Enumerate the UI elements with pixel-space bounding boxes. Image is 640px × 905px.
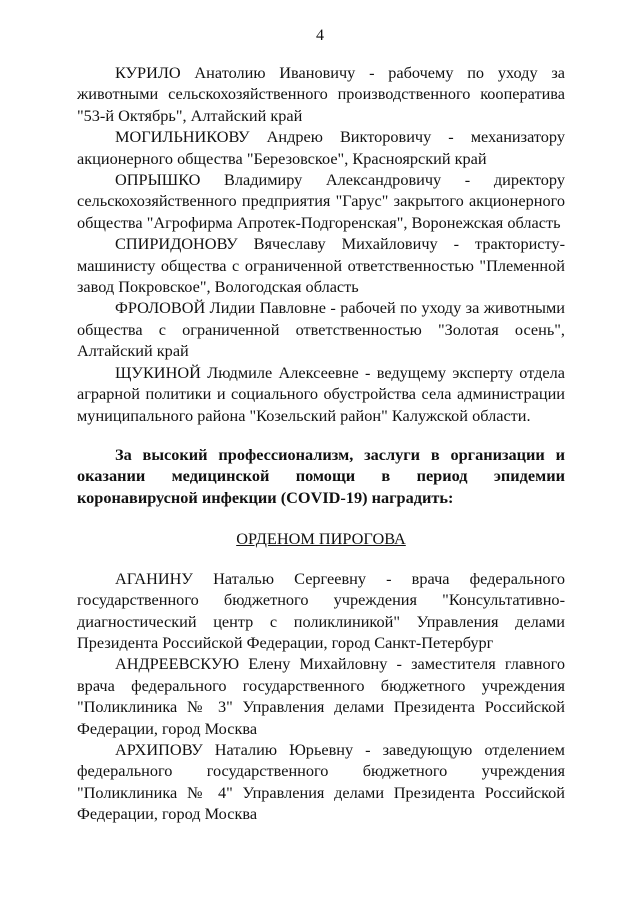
award-entry: МОГИЛЬНИКОВУ Андрею Викторовичу - механизатору акционерного общества "Березовское", Красноярский край	[77, 127, 565, 168]
award-entry: ЩУКИНОЙ Людмиле Алексеевне - ведущему эксперту отдела аграрной политики и социального обустройства села администрации муниципального района "Козельский район" Калужской области.	[77, 362, 565, 425]
award-entry: АГАНИНУ Наталью Сергеевну - врача федерального государственного бюджетного учреждения "Консультативно-диагностический центр с поликлиникой" Управления делами Президента Российской Федерации, город Санкт-Петербург	[77, 568, 565, 653]
award-entry: ФРОЛОВОЙ Лидии Павловне - рабочей по уходу за животными общества с ограниченной ответственностью "Золотая осень", Алтайский край	[77, 298, 565, 361]
award-entry: КУРИЛО Анатолию Ивановичу - рабочему по уходу за животными сельскохозяйственного производственного кооператива "53-й Октябрь", Алтайский край	[77, 63, 565, 125]
award-entry: АРХИПОВУ Наталию Юрьевну - заведующую отделением федерального государственного бюджетного учреждения "Поликлиника № 4" Управления делами Президента Российской Федерации, город Москва	[77, 740, 565, 824]
document-body	[77, 62, 565, 825]
award-entry: ОПРЫШКО Владимиру Александровичу - директору сельскохозяйственного предприятия "Гарус" закрытого акционерного общества "Агрофирма Апротек-Подгоренская", Воронежская область	[77, 170, 565, 232]
section-heading: За высокий профессионализм, заслуги в организации и оказании медицинской помощи в период эпидемии коронавирусной инфекции (COVID-19) наградить:	[77, 444, 565, 507]
page-number: 4	[316, 27, 324, 44]
award-entry: СПИРИДОНОВУ Вячеславу Михайловичу - трактористу-машинисту общества с ограниченной ответственностью "Племенной завод Покровское", Вологодская область	[77, 234, 565, 297]
order-title: ОРДЕНОМ ПИРОГОВА	[236, 529, 406, 549]
award-entry: АНДРЕЕВСКУЮ Елену Михайловну - заместителя главного врача федерального государственного бюджетного учреждения "Поликлиника № 3" Управления делами Президента Российской Федерации, город Москва	[77, 654, 565, 738]
